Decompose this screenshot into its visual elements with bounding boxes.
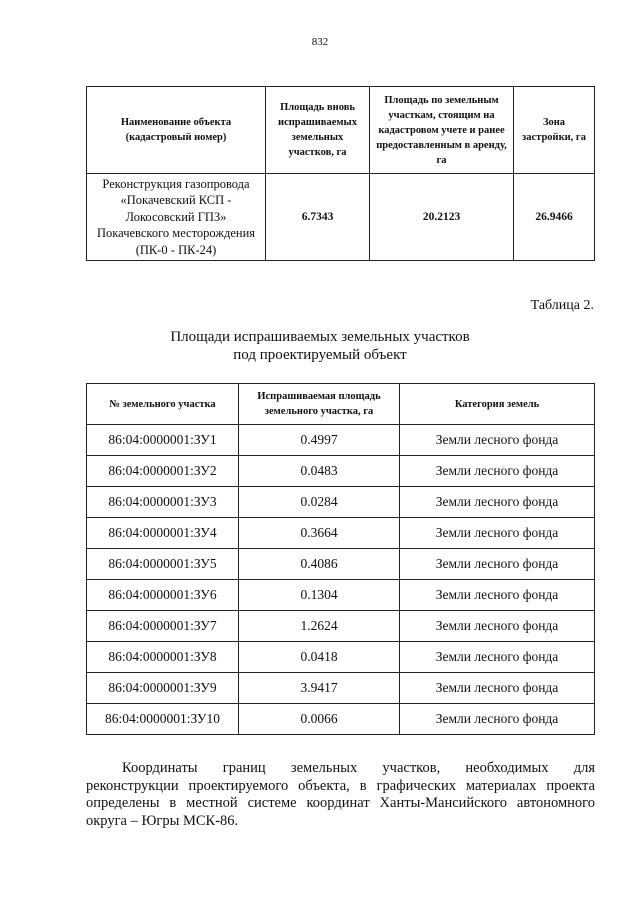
plot-area-cell: 0.3664: [239, 518, 400, 549]
plot-number-cell: 86:04:0000001:ЗУ3: [87, 487, 239, 518]
land-plots-body: [87, 425, 595, 735]
header-zone: Зона застройки, га: [514, 87, 595, 174]
table-row: [87, 642, 595, 673]
header-land-category: Категория земель: [400, 384, 595, 425]
plot-area-cell: 3.9417: [239, 673, 400, 704]
land-category-cell: Земли лесного фонда: [400, 642, 595, 673]
plot-number-cell: 86:04:0000001:ЗУ5: [87, 549, 239, 580]
table-row: [87, 549, 595, 580]
plot-number-cell: 86:04:0000001:ЗУ1: [87, 425, 239, 456]
plot-number-cell: 86:04:0000001:ЗУ6: [87, 580, 239, 611]
table-row: [87, 487, 595, 518]
land-category-cell: Земли лесного фонда: [400, 518, 595, 549]
header-registered-area: Площадь по земельным участкам, стоящим на кадастровом учете и ранее предоставленным в аренду, га: [370, 87, 514, 174]
table-row: [87, 174, 595, 261]
land-category-cell: Земли лесного фонда: [400, 549, 595, 580]
plot-area-cell: 0.4086: [239, 549, 400, 580]
header-new-area: Площадь вновь испрашиваемых земельных участков, га: [266, 87, 370, 174]
table-caption: Таблица 2.: [530, 298, 594, 313]
plot-number-cell: 86:04:0000001:ЗУ10: [87, 704, 239, 735]
zone-value: 26.9466: [514, 174, 595, 261]
plot-area-cell: 0.1304: [239, 580, 400, 611]
table-row: [87, 425, 595, 456]
table-row: [87, 673, 595, 704]
object-name-line: (ПК-0 - ПК-24): [135, 242, 217, 257]
plot-area-cell: 1.2624: [239, 611, 400, 642]
land-plots-table: [86, 383, 595, 735]
object-name-cell: [87, 174, 266, 261]
object-name-line: Реконструкция газопровода: [102, 176, 250, 191]
table-header-row: [87, 384, 595, 425]
plot-number-cell: 86:04:0000001:ЗУ8: [87, 642, 239, 673]
plot-area-cell: 0.0284: [239, 487, 400, 518]
plot-area-cell: 0.0418: [239, 642, 400, 673]
table-title-line-1: Площади испрашиваемых земельных участков: [170, 329, 470, 345]
table-header-row: [87, 87, 595, 174]
header-plot-number: № земельного участка: [87, 384, 239, 425]
table-row: [87, 611, 595, 642]
land-category-cell: Земли лесного фонда: [400, 580, 595, 611]
new-area-value: 6.7343: [266, 174, 370, 261]
table-row: [87, 518, 595, 549]
land-category-cell: Земли лесного фонда: [400, 487, 595, 518]
table-title-line-2: под проектируемый объект: [233, 347, 407, 363]
table-row: [87, 580, 595, 611]
object-name-line: Покачевского месторождения: [96, 226, 256, 241]
object-name-line: Локосовский ГПЗ»: [125, 209, 227, 224]
land-category-cell: Земли лесного фонда: [400, 456, 595, 487]
land-category-cell: Земли лесного фонда: [400, 611, 595, 642]
header-requested-area: Испрашиваемая площадь земельного участка, га: [239, 384, 400, 425]
plot-number-cell: 86:04:0000001:ЗУ7: [87, 611, 239, 642]
land-category-cell: Земли лесного фонда: [400, 425, 595, 456]
coordinates-paragraph: [86, 760, 595, 830]
land-area-summary-table: [86, 86, 595, 261]
page-number: 832: [311, 36, 329, 48]
object-name-line: «Покачевский КСП -: [120, 193, 232, 208]
header-object-name: Наименование объекта (кадастровый номер): [87, 87, 266, 174]
registered-area-value: 20.2123: [370, 174, 514, 261]
plot-area-cell: 0.0066: [239, 704, 400, 735]
land-category-cell: Земли лесного фонда: [400, 704, 595, 735]
table-row: [87, 456, 595, 487]
plot-area-cell: 0.0483: [239, 456, 400, 487]
plot-number-cell: 86:04:0000001:ЗУ9: [87, 673, 239, 704]
plot-number-cell: 86:04:0000001:ЗУ4: [87, 518, 239, 549]
plot-area-cell: 0.4997: [239, 425, 400, 456]
plot-number-cell: 86:04:0000001:ЗУ2: [87, 456, 239, 487]
paragraph-first-line: Координаты границ земельных участков, необходимых для: [122, 760, 595, 776]
paragraph-rest: реконструкции проектируемого объекта, в графических материалах проекта определены в местной системе координат Ханты-Мансийского автономного округа – Югры МСК-86.: [86, 777, 595, 829]
table-row: [87, 704, 595, 735]
land-category-cell: Земли лесного фонда: [400, 673, 595, 704]
